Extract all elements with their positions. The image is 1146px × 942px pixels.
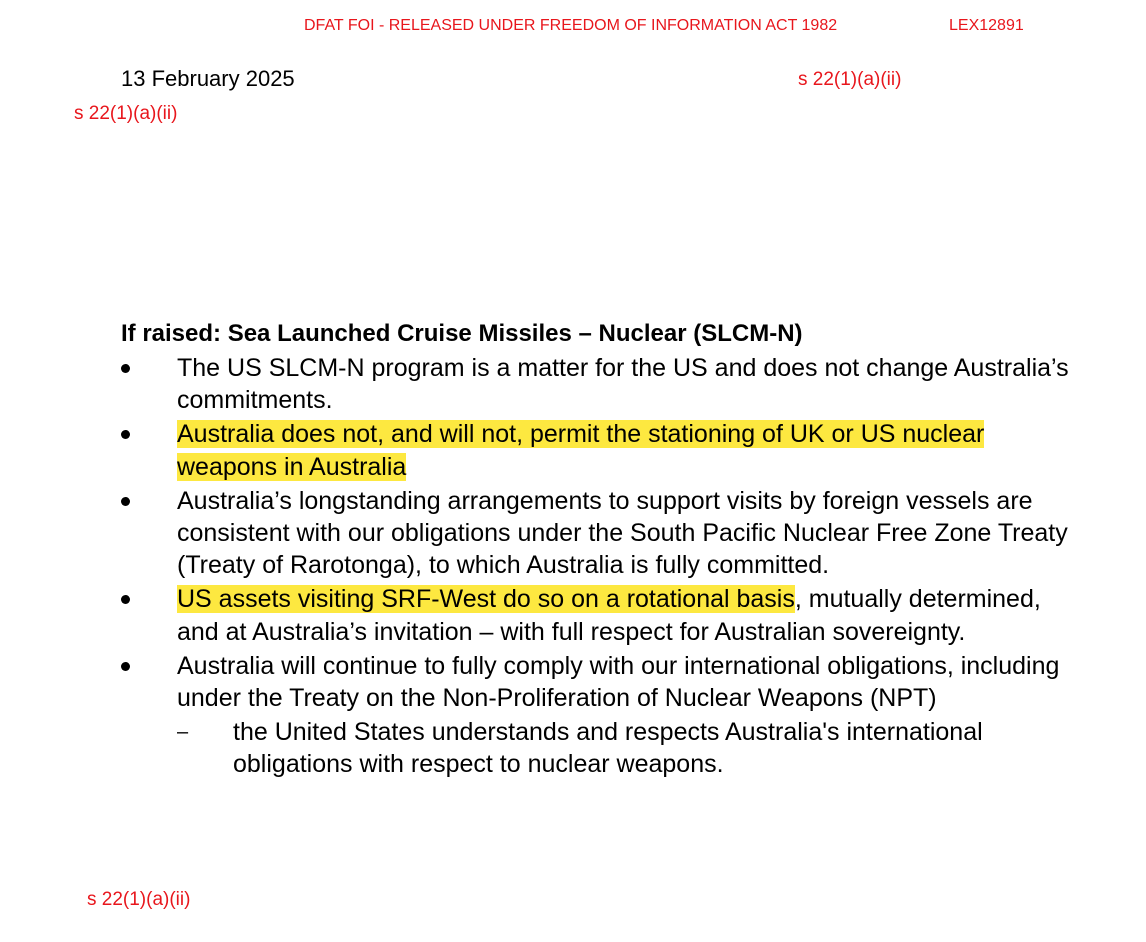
talking-points-list — [121, 352, 1081, 783]
exemption-label: s 22(1)(a)(ii) — [798, 69, 902, 90]
bullet-icon — [121, 430, 130, 439]
exemption-label: s 22(1)(a)(ii) — [74, 103, 178, 124]
sub-bullet-text: the United States understands and respects Australia's international obligations with respect to nuclear weapons. — [233, 718, 983, 779]
bullet-icon — [121, 595, 130, 604]
bullet-text: The US SLCM-N program is a matter for the US and does not change Australia’s commitments. — [177, 354, 1069, 415]
list-item — [121, 485, 1081, 582]
foi-reference-number: LEX12891 — [949, 17, 1024, 34]
highlighted-text: Australia does not, and will not, permit the stationing of UK or US nuclear weapons in Australia — [177, 420, 985, 481]
list-item — [121, 418, 1081, 482]
document-date: 13 February 2025 — [121, 66, 295, 91]
list-item — [121, 650, 1081, 781]
sub-list-item — [177, 716, 1081, 780]
sub-bullet-list — [177, 716, 1081, 780]
list-item — [121, 352, 1081, 416]
dash-marker: – — [177, 721, 189, 744]
highlighted-text: US assets visiting SRF-West do so on a rotational basis — [177, 585, 795, 614]
exemption-label: s 22(1)(a)(ii) — [87, 889, 191, 910]
bullet-icon — [121, 662, 130, 671]
bullet-text: , mutually determined, and at Australia’s invitation – with full respect for Australian sovereignty. — [177, 585, 1041, 646]
bullet-text: Australia’s longstanding arrangements to support visits by foreign vessels are consistent with our obligations under the South Pacific Nuclear Free Zone Treaty (Treaty of Rarotonga), to which Australia is fully committed. — [177, 486, 1068, 580]
bullet-icon — [121, 364, 130, 373]
section-heading: If raised: Sea Launched Cruise Missiles – Nuclear (SLCM-N) — [121, 320, 803, 347]
foi-release-notice: DFAT FOI - RELEASED UNDER FREEDOM OF INFORMATION ACT 1982 — [304, 17, 838, 34]
bullet-icon — [121, 497, 130, 506]
list-item — [121, 583, 1081, 647]
bullet-text: Australia will continue to fully comply with our international obligations, including under the Treaty on the Non-Proliferation of Nuclear Weapons (NPT) — [177, 651, 1060, 713]
